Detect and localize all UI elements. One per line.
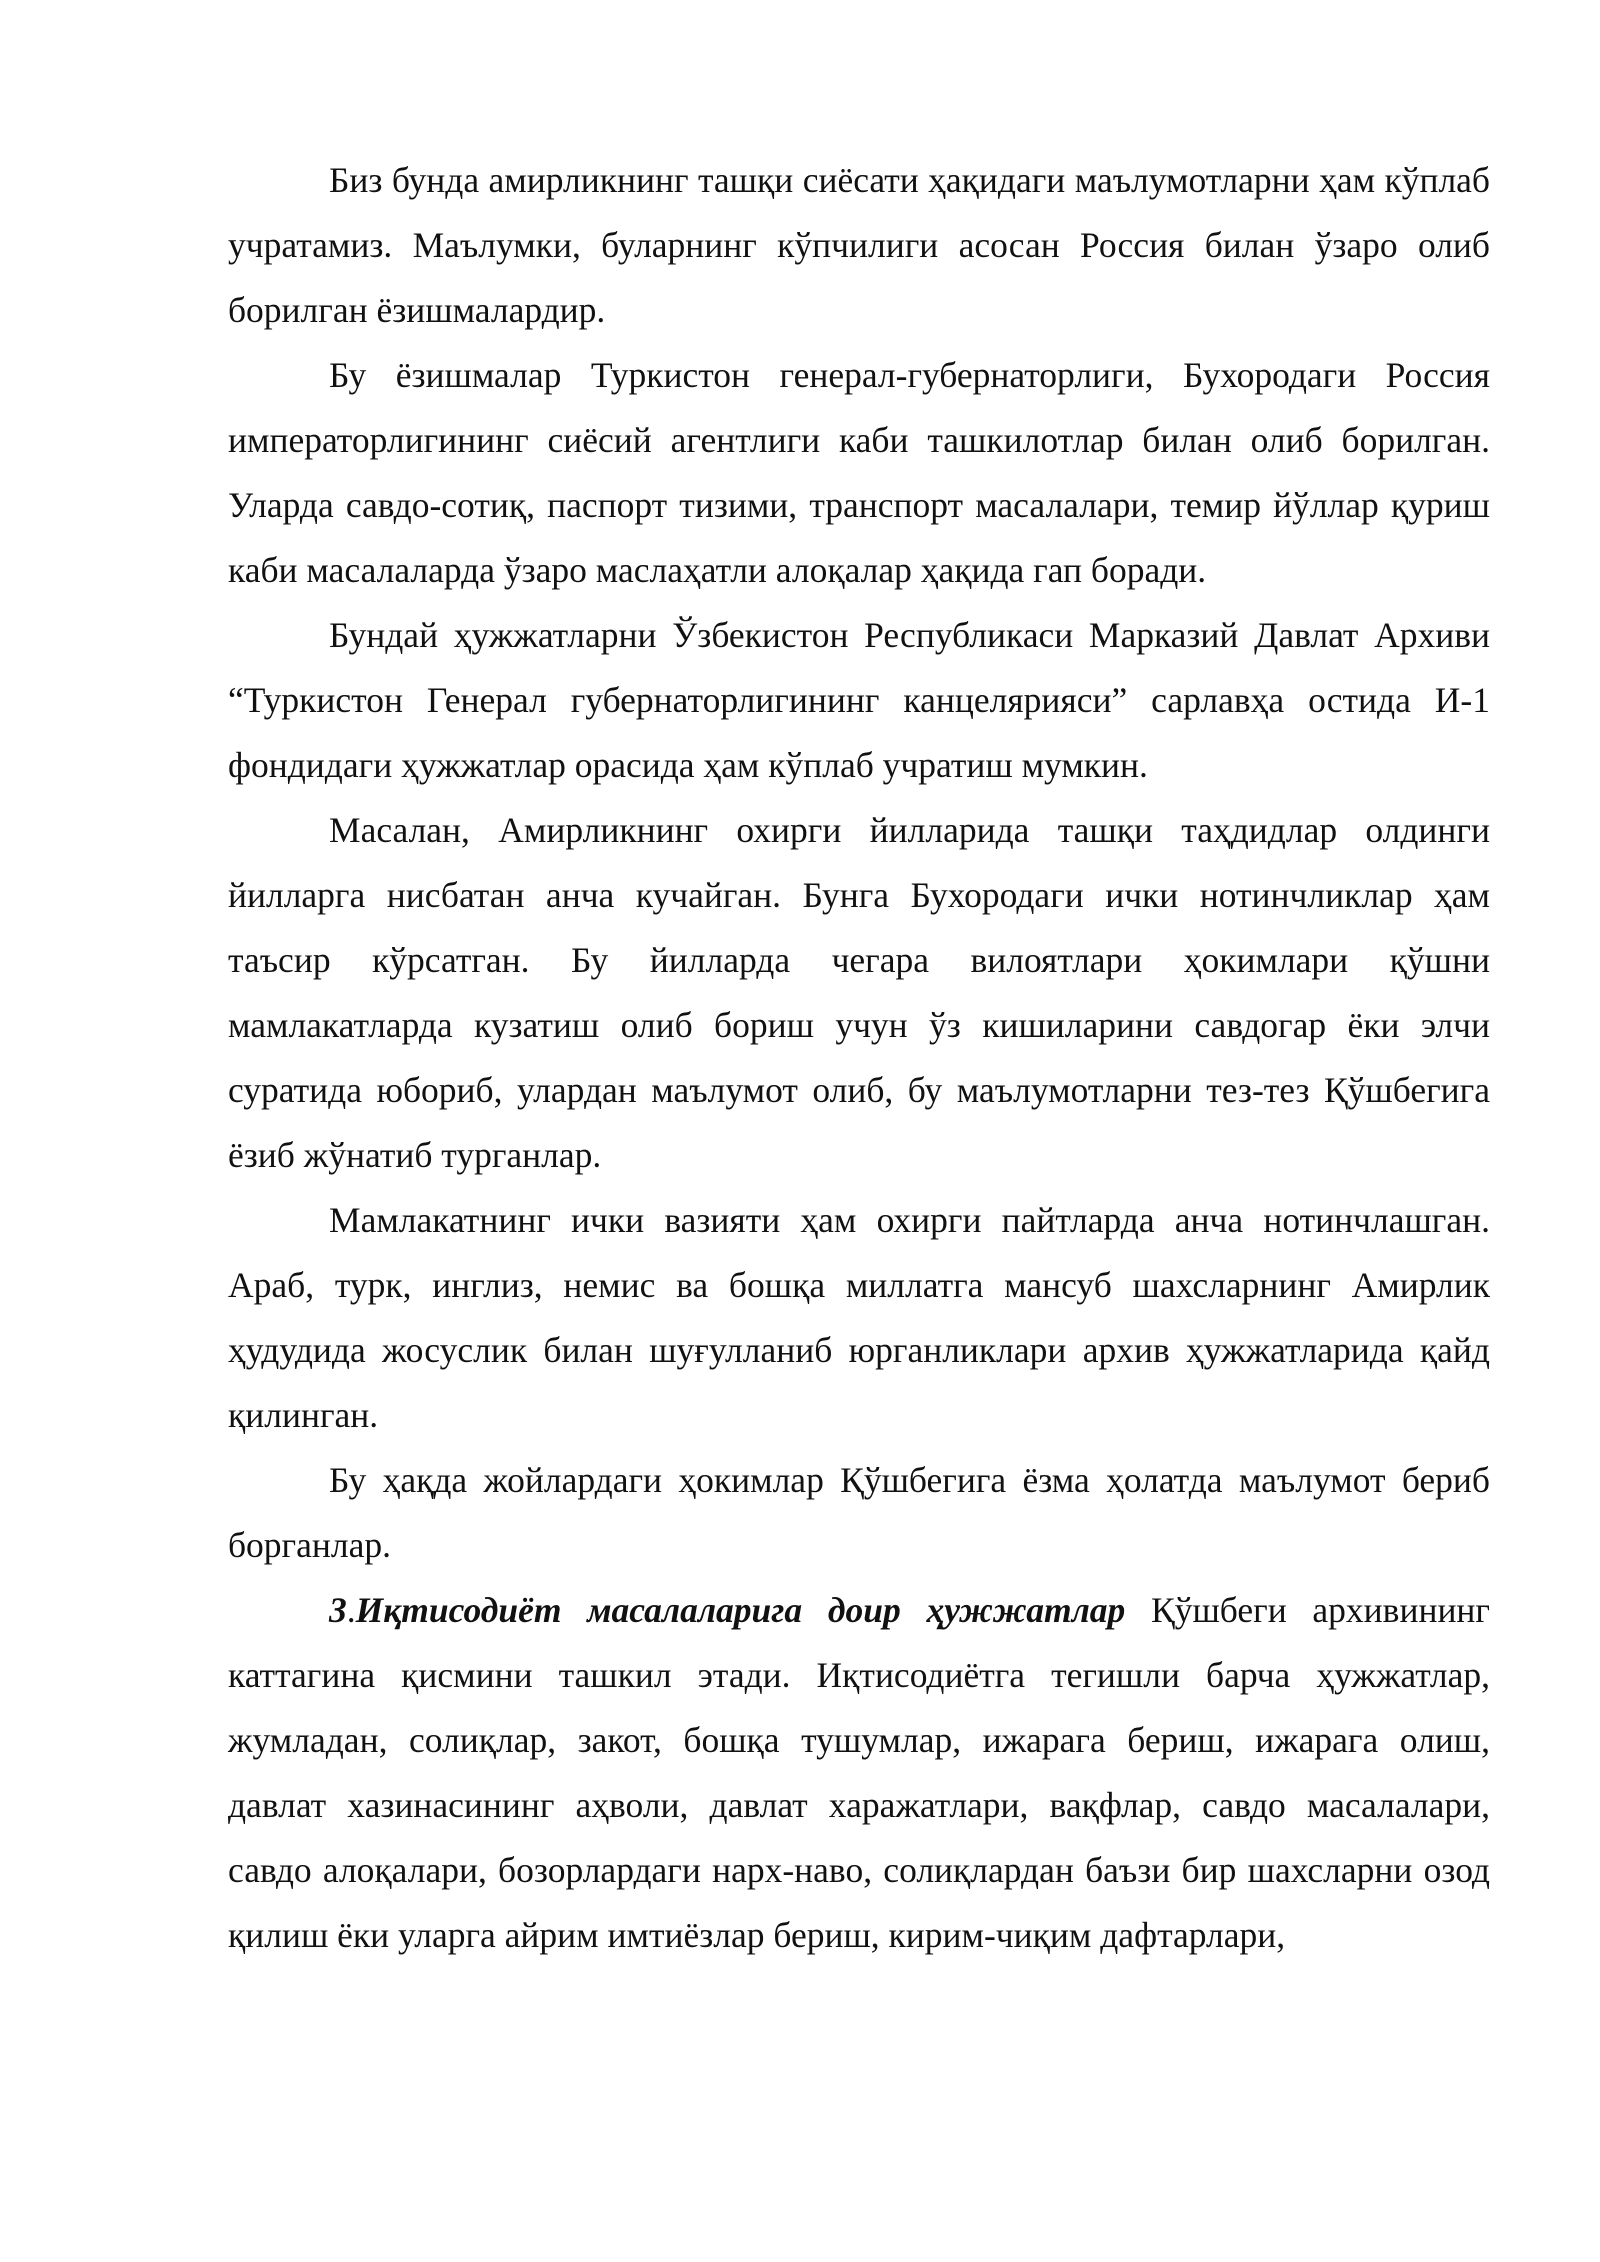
section-3-number: 3 <box>329 1590 347 1630</box>
document-body <box>228 148 1490 1968</box>
paragraph-state-archive: Бундай ҳужжатларни Ўзбекистон Республикаси Марказий Давлат Архиви “Туркистон Генерал губернаторлигининг канцелярияси” сарлавҳа остида И-1 фондидаги ҳужжатлар орасида ҳам кўплаб учратиш мумкин. <box>228 615 1490 785</box>
section-3-text: Қўшбеги архивининг каттагина қисмини ташкил этади. Иқтисодиётга тегишли барча ҳужжатлар, жумладан, солиқлар, закот, бошқа тушумлар, ижарага бериш, ижарага олиш, давлат хазинасининг аҳволи, давлат харажатлари, вақфлар, савдо масалалари, савдо алоқалари, бозорлардаги нарх-наво, солиқлардан баъзи бир шахсларни озод қилиш ёки уларга айрим имтиёзлар бериш, кирим-чиқим дафтарлари, <box>228 1590 1490 1955</box>
paragraph-internal-situation: Мамлакатнинг ички вазияти ҳам охирги пайтларда анча нотинчлашган. Араб, турк, инглиз, немис ва бошқа миллатга мансуб шахсларнинг Амирлик ҳудудида жосуслик билан шуғулланиб юрганликлари архив ҳужжатларида қайд қилинган. <box>228 1200 1490 1435</box>
section-3-heading: Иқтисодиёт масалаларига доир ҳужжатлар <box>355 1590 1126 1630</box>
paragraph-foreign-policy: Биз бунда амирликнинг ташқи сиёсати ҳақидаги маълумотларни ҳам кўплаб учратамиз. Маълумки, буларнинг кўпчилиги асосан Россия билан ўзаро олиб борилган ёзишмалардир. <box>228 160 1490 330</box>
paragraph-correspondence: Бу ёзишмалар Туркистон генерал-губернаторлиги, Бухородаги Россия императорлигининг сиёсий агентлиги каби ташкилотлар билан олиб борилган. Уларда савдо-сотиқ, паспорт тизими, транспорт масалалари, темир йўллар қуриш каби масалаларда ўзаро маслаҳатли алоқалар ҳақида гап боради. <box>228 355 1490 590</box>
paragraph-governor-reports: Бу ҳақда жойлардаги ҳокимлар Қўшбегига ёзма ҳолатда маълумот бериб борганлар. <box>228 1460 1490 1565</box>
paragraph-external-threats: Масалан, Амирликнинг охирги йилларида ташқи таҳдидлар олдинги йилларга нисбатан анча кучайган. Бунга Бухородаги ички нотинчликлар ҳам таъсир кўрсатган. Бу йилларда чегара вилоятлари ҳокимлари қўшни мамлакатларда кузатиш олиб бориш учун ўз кишиларини савдогар ёки элчи суратида юбориб, улардан маълумот олиб, бу маълумотларни тез-тез Қўшбегига ёзиб жўнатиб турганлар. <box>228 810 1490 1175</box>
section-3-separator: . <box>346 1590 356 1630</box>
paragraph-section-3 <box>228 1578 1490 1968</box>
